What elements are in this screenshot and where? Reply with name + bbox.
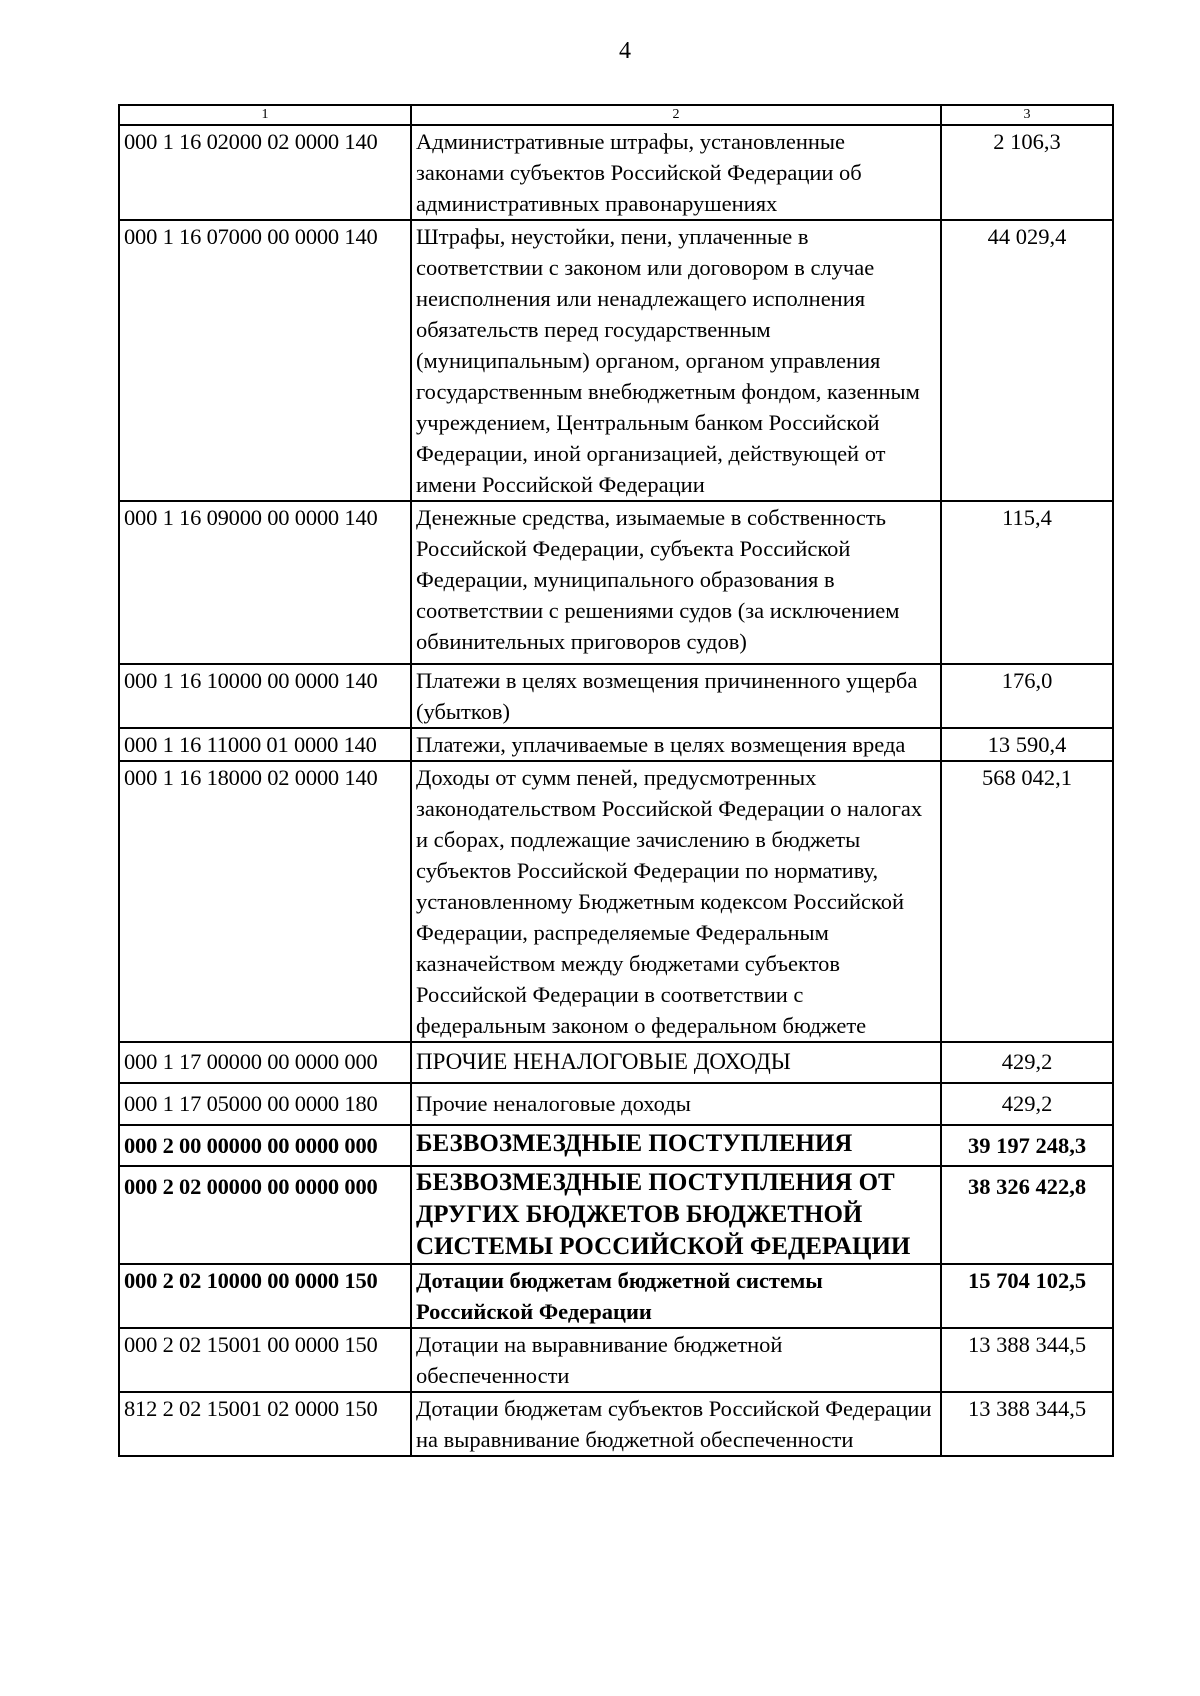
row-code: 812 2 02 15001 02 0000 150 <box>119 1392 411 1456</box>
column-header-amount: 3 <box>941 105 1113 125</box>
row-name: Денежные средства, изымаемые в собственность Российской Федерации, субъекта Российской Федерации, муниципального образования в соответствии с решениями судов (за исключением обвинительных приговоров судов) <box>411 501 941 664</box>
table-row <box>119 728 1113 761</box>
row-name: Дотации на выравнивание бюджетной обеспеченности <box>411 1328 941 1392</box>
row-name: Дотации бюджетам бюджетной системы Российской Федерации <box>411 1264 941 1328</box>
row-amount: 429,2 <box>941 1042 1113 1083</box>
table-row <box>119 664 1113 728</box>
row-code: 000 1 16 02000 02 0000 140 <box>119 125 411 220</box>
row-amount: 176,0 <box>941 664 1113 728</box>
row-name: Платежи, уплачиваемые в целях возмещения вреда <box>411 728 941 761</box>
row-amount: 13 590,4 <box>941 728 1113 761</box>
row-amount: 13 388 344,5 <box>941 1392 1113 1456</box>
budget-table <box>118 104 1114 1457</box>
row-amount: 44 029,4 <box>941 220 1113 501</box>
row-amount: 38 326 422,8 <box>941 1166 1113 1264</box>
row-code: 000 2 00 00000 00 0000 000 <box>119 1125 411 1166</box>
column-header-name: 2 <box>411 105 941 125</box>
row-code: 000 2 02 00000 00 0000 000 <box>119 1166 411 1264</box>
row-code: 000 1 17 05000 00 0000 180 <box>119 1083 411 1125</box>
table-row <box>119 1328 1113 1392</box>
row-amount: 15 704 102,5 <box>941 1264 1113 1328</box>
row-name: Дотации бюджетам субъектов Российской Федерации на выравнивание бюджетной обеспеченности <box>411 1392 941 1456</box>
row-name: Платежи в целях возмещения причиненного ущерба (убытков) <box>411 664 941 728</box>
row-amount: 568 042,1 <box>941 761 1113 1042</box>
row-name: Доходы от сумм пеней, предусмотренных законодательством Российской Федерации о налогах и сборах, подлежащие зачислению в бюджеты субъектов Российской Федерации по нормативу, установленному Бюджетным кодексом Российской Федерации, распределяемые Федеральным казначейством между бюджетами субъектов Российской Федерации в соответствии с федеральным законом о федеральном бюджете <box>411 761 941 1042</box>
table-row <box>119 220 1113 501</box>
row-name: БЕЗВОЗМЕЗДНЫЕ ПОСТУПЛЕНИЯ ОТ ДРУГИХ БЮДЖЕТОВ БЮДЖЕТНОЙ СИСТЕМЫ РОССИЙСКОЙ ФЕДЕРАЦИИ <box>411 1166 941 1264</box>
row-code: 000 2 02 10000 00 0000 150 <box>119 1264 411 1328</box>
table-row <box>119 1392 1113 1456</box>
table-row <box>119 761 1113 1042</box>
row-amount: 115,4 <box>941 501 1113 664</box>
row-amount: 2 106,3 <box>941 125 1113 220</box>
row-name: Штрафы, неустойки, пени, уплаченные в соответствии с законом или договором в случае неисполнения или ненадлежащего исполнения обязательств перед государственным (муниципальным) органом, органом управления государственным внебюджетным фондом, казенным учреждением, Центральным банком Российской Федерации, иной организацией, действующей от имени Российской Федерации <box>411 220 941 501</box>
row-code: 000 1 16 11000 01 0000 140 <box>119 728 411 761</box>
page-number: 4 <box>619 38 631 64</box>
table-row <box>119 1166 1113 1264</box>
table-row <box>119 501 1113 664</box>
row-code: 000 1 16 07000 00 0000 140 <box>119 220 411 501</box>
row-code: 000 1 17 00000 00 0000 000 <box>119 1042 411 1083</box>
row-code: 000 1 16 09000 00 0000 140 <box>119 501 411 664</box>
table-header-row <box>119 105 1113 125</box>
row-code: 000 1 16 10000 00 0000 140 <box>119 664 411 728</box>
table-row <box>119 1125 1113 1166</box>
table-row <box>119 1264 1113 1328</box>
table-row <box>119 1042 1113 1083</box>
row-amount: 13 388 344,5 <box>941 1328 1113 1392</box>
row-code: 000 2 02 15001 00 0000 150 <box>119 1328 411 1392</box>
row-name: Прочие неналоговые доходы <box>411 1083 941 1125</box>
row-name: Административные штрафы, установленные законами субъектов Российской Федерации об административных правонарушениях <box>411 125 941 220</box>
column-header-code: 1 <box>119 105 411 125</box>
row-name: ПРОЧИЕ НЕНАЛОГОВЫЕ ДОХОДЫ <box>411 1042 941 1083</box>
table-row <box>119 1083 1113 1125</box>
table-row <box>119 125 1113 220</box>
row-code: 000 1 16 18000 02 0000 140 <box>119 761 411 1042</box>
row-amount: 429,2 <box>941 1083 1113 1125</box>
row-amount: 39 197 248,3 <box>941 1125 1113 1166</box>
row-name: БЕЗВОЗМЕЗДНЫЕ ПОСТУПЛЕНИЯ <box>411 1125 941 1166</box>
